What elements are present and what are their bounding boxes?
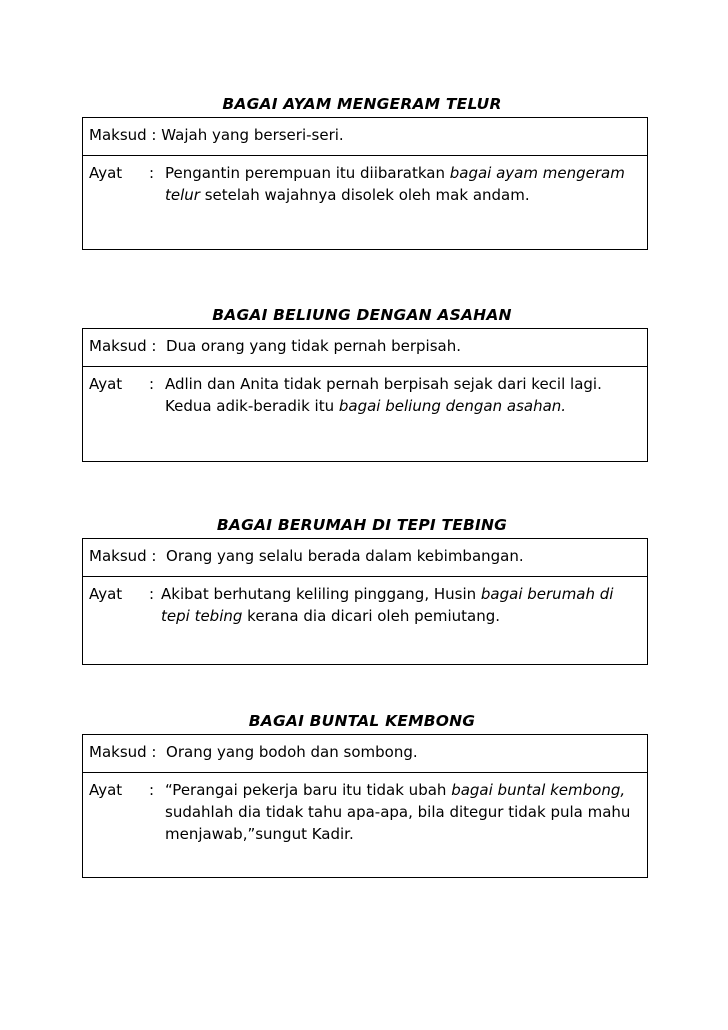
ayat-label: Ayat: [89, 585, 123, 603]
ayat-text-before: “Perangai pekerja baru itu tidak ubah: [165, 781, 452, 799]
maksud-row: [83, 735, 647, 773]
peribahasa-phrase: bagai berumah di tepi tebing: [161, 585, 614, 625]
ayat-text-before: Pengantin perempuan itu diibaratkan: [165, 164, 450, 182]
entry-table: [82, 328, 648, 462]
maksud-text: Wajah yang berseri-seri.: [161, 126, 344, 144]
ayat-label: Ayat: [89, 164, 123, 182]
ayat-text-after: setelah wajahnya disolek oleh mak andam.: [199, 186, 530, 204]
entry-table: [82, 117, 648, 250]
ayat-row: [83, 156, 647, 206]
entry-1: [82, 91, 648, 250]
maksud-label: Maksud :: [89, 337, 167, 355]
entry-table: [82, 734, 648, 878]
entry-title: BAGAI AYAM MENGERAM TELUR: [222, 95, 502, 113]
ayat-colon: :: [149, 375, 155, 393]
maksud-label: Maksud :: [89, 126, 162, 144]
maksud-text: Orang yang bodoh dan sombong.: [166, 743, 418, 761]
peribahasa-phrase: bagai beliung dengan asahan.: [338, 397, 567, 415]
peribahasa-phrase: bagai buntal kembong,: [451, 781, 626, 799]
ayat-text: [165, 162, 647, 206]
maksud-label: Maksud :: [89, 743, 167, 761]
ayat-text-after: sudahlah dia tidak tahu apa-apa, bila ditegur tidak pula mahu menjawab,”sungut Kadir.: [165, 803, 631, 843]
ayat-text-after: kerana dia dicari oleh pemiutang.: [242, 607, 501, 625]
entry-2: [82, 302, 648, 462]
ayat-text: [165, 779, 647, 845]
ayat-row: [83, 367, 647, 417]
ayat-colon: :: [149, 781, 155, 799]
ayat-label: Ayat: [89, 375, 123, 393]
entry-title: BAGAI BELIUNG DENGAN ASAHAN: [212, 306, 512, 324]
ayat-label: Ayat: [89, 781, 123, 799]
ayat-text: [165, 373, 647, 417]
ayat-text-before: Adlin dan Anita tidak pernah berpisah sejak dari kecil lagi. Kedua adik-beradik itu: [165, 375, 602, 415]
maksud-row: [83, 539, 647, 577]
maksud-label: Maksud :: [89, 547, 167, 565]
ayat-colon: :: [149, 164, 155, 182]
ayat-colon: :: [149, 585, 155, 603]
ayat-text-before: Akibat berhutang keliling pinggang, Husin: [161, 585, 481, 603]
ayat-text: [161, 583, 647, 627]
maksud-row: [83, 118, 647, 156]
entry-3: [82, 512, 648, 665]
entry-title: BAGAI BUNTAL KEMBONG: [248, 712, 476, 730]
maksud-text: Dua orang yang tidak pernah berpisah.: [166, 337, 461, 355]
peribahasa-phrase: bagai ayam mengeram telur: [165, 164, 625, 204]
entry-4: [82, 708, 648, 878]
ayat-row: [83, 773, 647, 845]
entry-title: BAGAI BERUMAH DI TEPI TEBING: [216, 516, 508, 534]
entry-table: [82, 538, 648, 665]
maksud-text: Orang yang selalu berada dalam kebimbangan.: [166, 547, 524, 565]
ayat-row: [83, 577, 647, 627]
maksud-row: [83, 329, 647, 367]
